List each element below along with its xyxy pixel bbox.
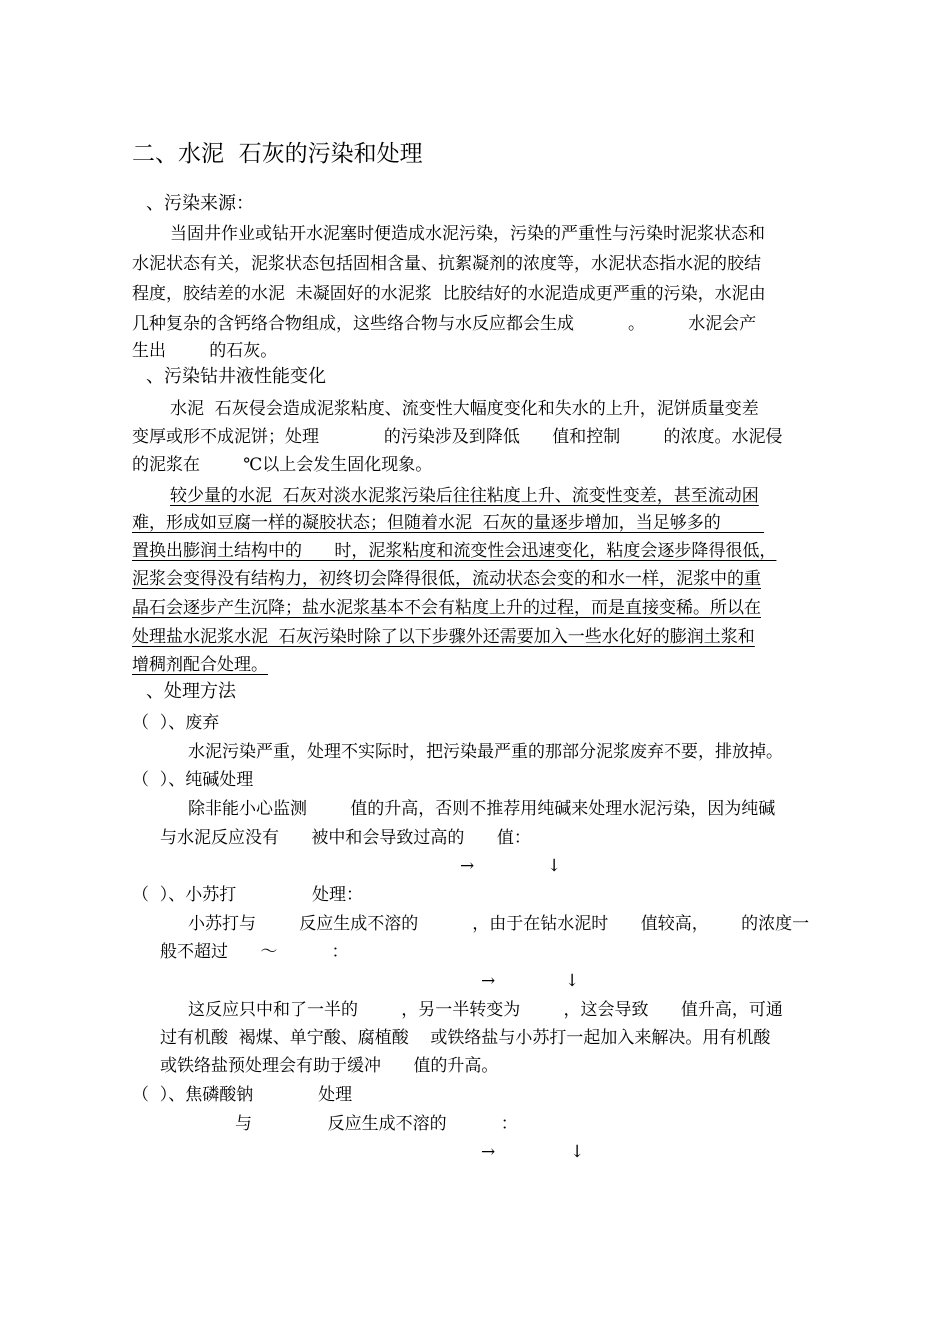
paragraph-line: 生出 的石灰。 <box>132 341 278 361</box>
underlined-line: 置换出膨润土结构中的 时，泥浆粘度和流变性会迅速变化，粘度会逐步降得很低， <box>132 541 777 561</box>
paragraph-line: 小苏打与 反应生成不溶的 ，由于在钻水泥时 值较高， 的浓度一 <box>188 914 810 934</box>
underlined-line: 处理盐水泥浆水泥 石灰污染时除了以下步骤外还需要加入一些水化好的膨润土浆和 <box>132 627 755 647</box>
paragraph-line: 过有机酸 褐煤、单宁酸、腐植酸 或铁络盐与小苏打一起加入来解决。用有机酸 <box>160 1028 771 1048</box>
arrow-right: → <box>481 1142 496 1162</box>
arrow-right: → <box>460 856 475 876</box>
paragraph-line: 几种复杂的含钙络合物组成，这些络合物与水反应都会生成 。 水泥会产 <box>132 314 757 334</box>
underlined-line: 较少量的水泥 石灰对淡水泥浆污染后往往粘度上升、流变性变差，甚至流动困 <box>170 486 759 506</box>
paragraph-line: 与水泥反应没有 被中和会导致过高的 值： <box>160 828 531 848</box>
underlined-line: 增稠剂配合处理。 <box>132 655 268 675</box>
subsection-heading: 、污染钻井液性能变化 <box>146 366 326 387</box>
underlined-line: 泥浆会变得没有结构力，初终切会降得很低，流动状态会变的和水一样，泥浆中的重 <box>132 569 761 589</box>
subsection-heading: 、污染来源： <box>146 193 254 214</box>
paragraph-line: 除非能小心监测 值的升高，否则不推荐用纯碱来处理水泥污染，因为纯碱 <box>188 799 776 819</box>
method-label: （ ）、纯碱处理 <box>132 770 254 790</box>
paragraph-line: 水泥状态有关，泥浆状态包括固相含量、抗絮凝剂的浓度等，水泥状态指水泥的胶结 <box>132 254 761 274</box>
method-label: （ ）、废弃 <box>132 713 220 733</box>
paragraph-line: 这反应只中和了一半的 ，另一半转变为 ，这会导致 值升高，可通 <box>188 1000 783 1020</box>
paragraph-line: 水泥 石灰侵会造成泥浆粘度、流变性大幅度变化和失水的上升，泥饼质量变差 <box>170 399 759 419</box>
paragraph-line: 或铁络盐预处理会有助于缓冲 值的升高。 <box>160 1056 499 1076</box>
paragraph-line: 与 反应生成不溶的 ： <box>235 1114 518 1134</box>
arrow-down: ↓ <box>547 856 562 876</box>
paragraph-line: 般不超过 ～ ： <box>160 942 349 962</box>
arrow-right: → <box>481 971 496 991</box>
underlined-line: 晶石会逐步产生沉降；盐水泥浆基本不会有粘度上升的过程，而是直接变稀。所以在 <box>132 598 761 618</box>
subsection-heading: 、处理方法 <box>146 681 236 702</box>
paragraph-line: 程度，胶结差的水泥 未凝固好的水泥浆 比胶结好的水泥造成更严重的污染，水泥由 <box>132 284 766 304</box>
underlined-line: 难，形成如豆腐一样的凝胶状态；但随着水泥 石灰的量逐步增加，当足够多的 <box>132 513 765 533</box>
method-label: （ ）、焦磷酸钠 处理 <box>132 1085 353 1105</box>
arrow-down: ↓ <box>570 1142 585 1162</box>
paragraph-line: 变厚或形不成泥饼；处理 的污染涉及到降低 值和控制 的浓度。水泥侵 <box>132 427 783 447</box>
section-title: 二、水泥 石灰的污染和处理 <box>132 141 423 167</box>
paragraph-line: 的泥浆在 ℃以上会发生固化现象。 <box>132 455 433 475</box>
paragraph-line: 水泥污染严重，处理不实际时，把污染最严重的那部分泥浆废弃不要，排放掉。 <box>188 742 783 762</box>
paragraph-line: 当固井作业或钻开水泥塞时便造成水泥污染，污染的严重性与污染时泥浆状态和 <box>170 224 765 244</box>
arrow-down: ↓ <box>565 971 580 991</box>
method-label: （ ）、小苏打 处理： <box>132 885 363 905</box>
